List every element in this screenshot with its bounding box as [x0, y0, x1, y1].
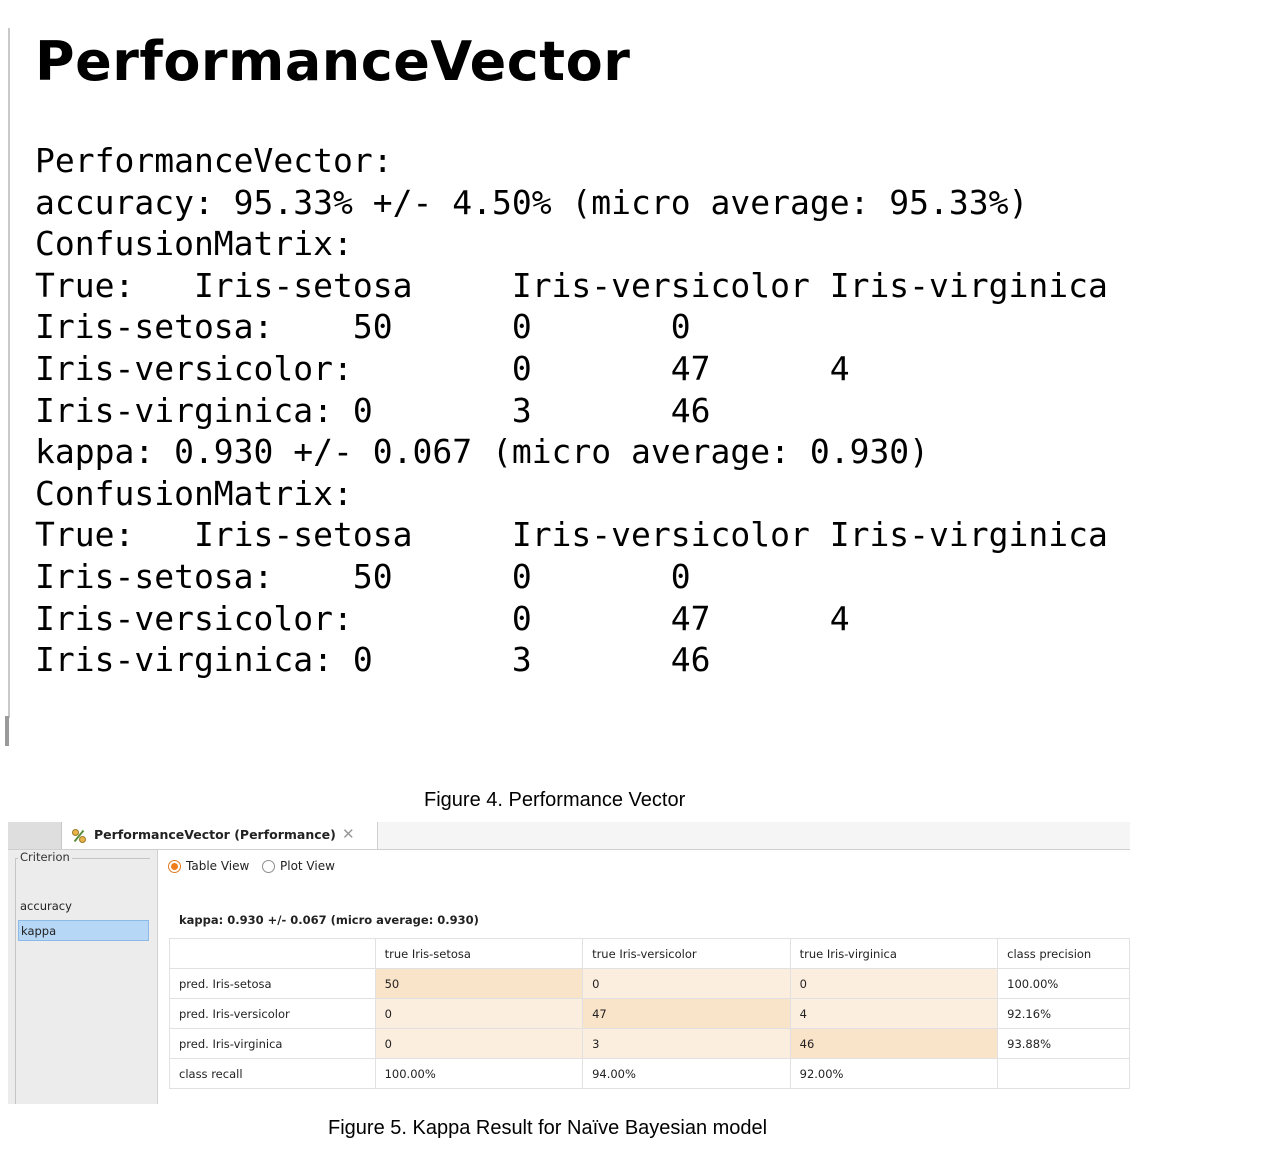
tab-bar-spacer — [8, 822, 62, 849]
left-border-handle — [5, 716, 9, 746]
performance-vector-panel — [8, 822, 1130, 1104]
table-row — [170, 1029, 1130, 1059]
criterion-group-border — [15, 858, 150, 1104]
page-heading: PerformanceVector — [35, 30, 631, 93]
row-label: pred. Iris-setosa — [170, 969, 376, 999]
text-line: accuracy: 95.33% +/- 4.50% (micro average: 95.33%) — [35, 182, 1029, 222]
text-line: Iris-virginica: 0 3 46 — [35, 640, 711, 680]
radio-selected-icon — [168, 860, 181, 873]
percent-icon — [71, 828, 87, 844]
table-cell: 0 — [375, 1029, 582, 1059]
table-row — [170, 1059, 1130, 1089]
text-line: True: Iris-setosa Iris-versicolor Iris-virginica — [35, 265, 1108, 305]
figure-4-caption: Figure 4. Performance Vector — [424, 789, 686, 811]
text-line: kappa: 0.930 +/- 0.067 (micro average: 0.930) — [35, 432, 930, 472]
text-line: Iris-versicolor: 0 47 4 — [35, 348, 850, 388]
criterion-item-kappa[interactable]: kappa — [18, 920, 149, 941]
close-icon[interactable]: ✕ — [342, 825, 355, 843]
row-label: pred. Iris-versicolor — [170, 999, 376, 1029]
criterion-sidebar — [8, 850, 158, 1104]
table-cell: 50 — [375, 969, 582, 999]
row-label: pred. Iris-virginica — [170, 1029, 376, 1059]
table-cell: 3 — [583, 1029, 791, 1059]
table-cell: 93.88% — [998, 1029, 1130, 1059]
table-row — [170, 969, 1130, 999]
header-cell: true Iris-versicolor — [583, 939, 791, 969]
criterion-item-accuracy[interactable]: accuracy — [20, 899, 72, 913]
left-border-line — [8, 28, 10, 718]
text-line: Iris-virginica: 0 3 46 — [35, 390, 711, 430]
text-line: ConfusionMatrix: — [35, 224, 353, 264]
table-view-label: Table View — [186, 859, 250, 873]
table-cell: 100.00% — [998, 969, 1130, 999]
text-line: ConfusionMatrix: — [35, 473, 353, 513]
text-line: Iris-versicolor: 0 47 4 — [35, 598, 850, 638]
table-header-row — [170, 939, 1130, 969]
table-cell: 46 — [790, 1029, 998, 1059]
header-cell — [170, 939, 376, 969]
figure-5-caption: Figure 5. Kappa Result for Naïve Bayesian model — [328, 1117, 768, 1139]
header-cell: class precision — [998, 939, 1130, 969]
header-cell: true Iris-setosa — [375, 939, 582, 969]
table-cell: 0 — [583, 969, 791, 999]
tab-title: PerformanceVector (Performance) — [94, 827, 336, 842]
row-label: class recall — [170, 1059, 376, 1089]
performance-vector-text — [35, 140, 1108, 681]
tab-performance-vector[interactable] — [62, 822, 378, 849]
table-cell: 0 — [790, 969, 998, 999]
table-cell — [998, 1059, 1130, 1089]
plot-view-label: Plot View — [280, 859, 335, 873]
kappa-result-line: kappa: 0.930 +/- 0.067 (micro average: 0.930) — [179, 913, 479, 927]
table-view-radio[interactable] — [168, 858, 249, 874]
header-cell: true Iris-virginica — [790, 939, 998, 969]
table-cell: 92.00% — [790, 1059, 998, 1089]
confusion-matrix-table — [169, 938, 1130, 1089]
table-cell: 47 — [583, 999, 791, 1029]
text-line: True: Iris-setosa Iris-versicolor Iris-virginica — [35, 515, 1108, 555]
radio-unselected-icon — [262, 860, 275, 873]
table-cell: 0 — [375, 999, 582, 1029]
table-cell: 92.16% — [998, 999, 1130, 1029]
criterion-label: Criterion — [20, 850, 70, 864]
table-cell: 4 — [790, 999, 998, 1029]
plot-view-radio[interactable] — [262, 858, 335, 874]
tab-bar — [8, 822, 1130, 850]
table-cell: 94.00% — [583, 1059, 791, 1089]
table-cell: 100.00% — [375, 1059, 582, 1089]
text-line: PerformanceVector: — [35, 141, 393, 180]
text-line: Iris-setosa: 50 0 0 — [35, 307, 691, 347]
text-line: Iris-setosa: 50 0 0 — [35, 556, 691, 596]
table-row — [170, 999, 1130, 1029]
